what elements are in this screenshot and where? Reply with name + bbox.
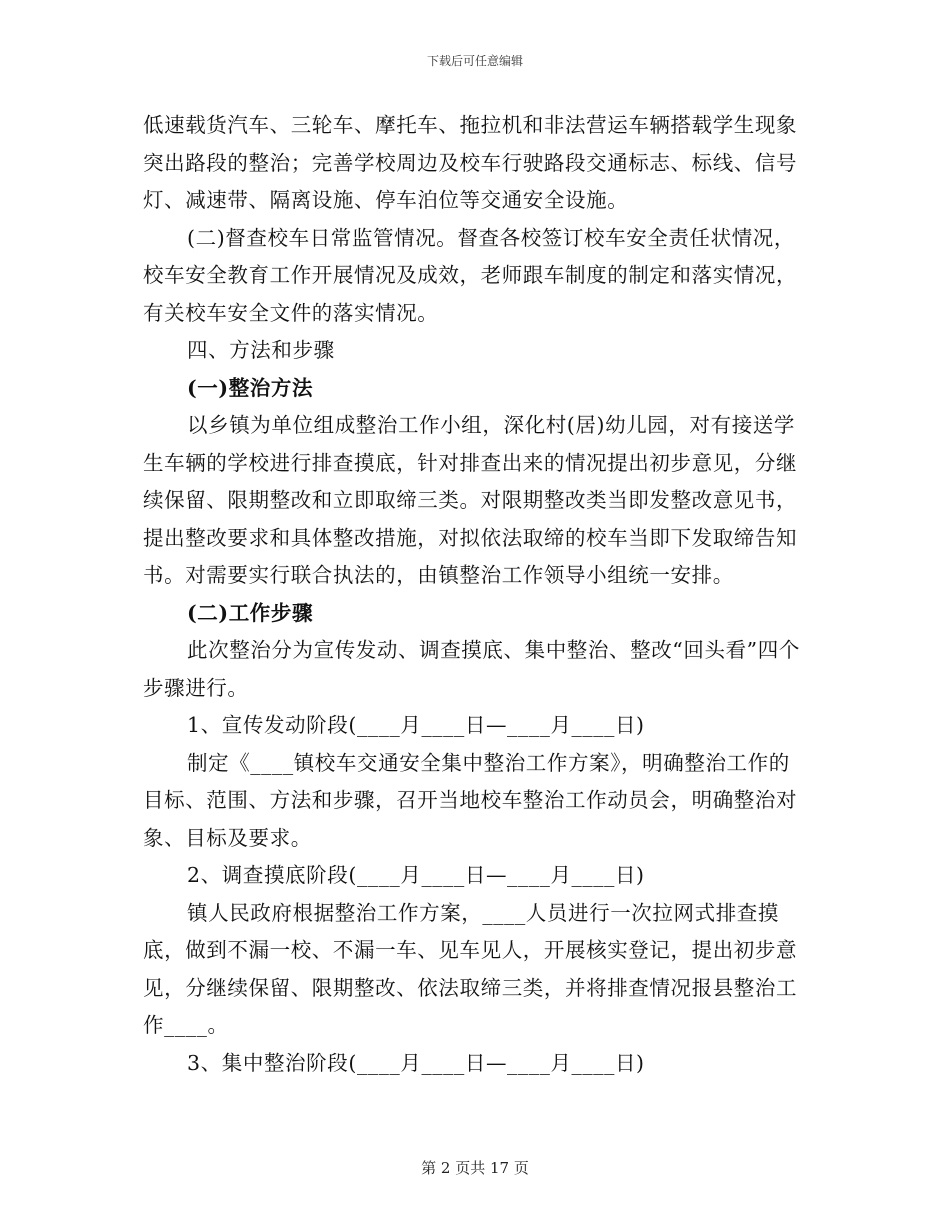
paragraph-traffic-facilities: 低速载货汽车、三轮车、摩托车、拖拉机和非法营运车辆搭载学生现象突出路段的整治；完善学校周边及校车行驶路段交通标志、标线、信号灯、减速带、隔离设施、停车泊位等交通安全设施。 [143, 113, 798, 212]
page-footer: 第 2 页共 17 页 [421, 1159, 529, 1177]
paragraph-step-2: 镇人民政府根据整治工作方案，____人员进行一次拉网式排查摸底，做到不漏一校、不漏一车、见车见人，开展核实登记，提出初步意见，分继续保留、限期整改、依法取缔三类，并将排查情况报县整治工作____。 [143, 900, 798, 1037]
subheading-methods: (一)整治方法 [187, 375, 314, 400]
page-header: 下载后可任意编辑 [426, 54, 523, 68]
step-2-heading: 2、调查摸底阶段(____月____日—____月____日) [187, 863, 645, 887]
paragraph-supervision: (二)督查校车日常监管情况。督查各校签订校车安全责任状情况，校车安全教育工作开展情况及成效，老师跟车制度的制定和落实情况，有关校车安全文件的落实情况。 [143, 225, 798, 325]
step-3-heading: 3、集中整治阶段(____月____日—____月____日) [187, 1050, 645, 1075]
paragraph-four-steps: 此次整治分为宣传发动、调查摸底、集中整治、整改“回头看”四个步骤进行。 [143, 638, 800, 700]
paragraph-methods: 以乡镇为单位组成整治工作小组，深化村(居)幼儿园，对有接送学生车辆的学校进行排查摸底，针对排查出来的情况提出初步意见，分继续保留、限期整改和立即取缔三类。对限期整改类当即发整改意见书，提出整改要求和具体整改措施，对拟依法取缔的校车当即下发取缔告知书。对需要实行联合执法的，由镇整治工作领导小组统一安排。 [143, 413, 798, 587]
subheading-work-steps: (二)工作步骤 [187, 600, 314, 625]
paragraph-step-1: 制定《____镇校车交通安全集中整治工作方案》，明确整治工作的目标、范围、方法和步骤，召开当地校车整治工作动员会，明确整治对象、目标及要求。 [143, 750, 798, 850]
step-1-heading: 1、宣传发动阶段(____月____日—____月____日) [187, 713, 645, 737]
section-heading-methods-steps: 四、方法和步骤 [187, 338, 335, 362]
document-body [143, 107, 808, 1082]
